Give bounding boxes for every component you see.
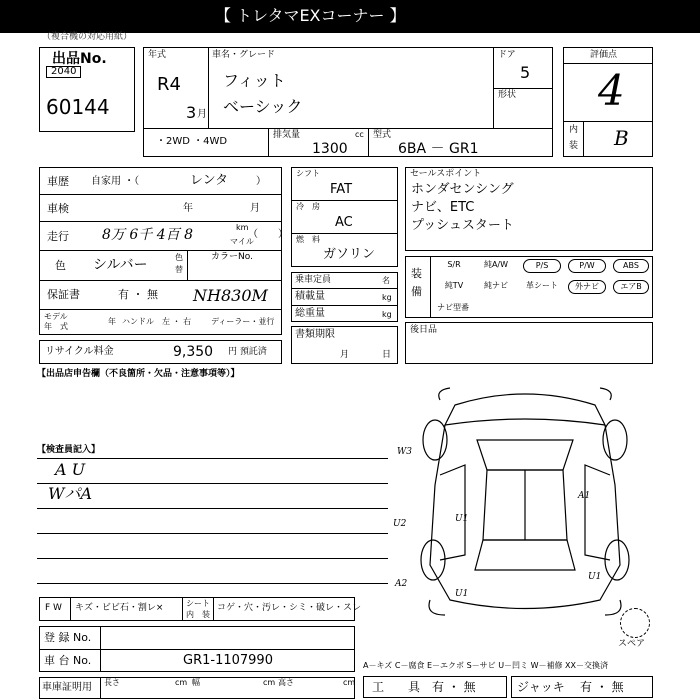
mark-u1-b: U1	[455, 589, 469, 599]
spare-label: スペア	[618, 639, 646, 649]
garage-length: 長さ	[104, 678, 120, 687]
color-change-2: 替	[175, 265, 183, 274]
chassis-value: GR1-1107990	[183, 653, 273, 668]
mileage-unit-mile: マイル	[230, 237, 254, 246]
inspection-label: 車検	[47, 202, 69, 215]
color-no: NH830M	[193, 286, 268, 305]
model-value: 6BA － GR1	[398, 141, 479, 157]
equip-aw: 純A/W	[483, 260, 509, 269]
door-label: ドア	[498, 50, 516, 60]
recycle-unit: 円 預託済	[228, 347, 267, 357]
aftermarket-label: 後日品	[410, 325, 438, 335]
garage-label: 車庫証明用	[42, 682, 92, 693]
mileage-value: 8万 6千 4百 8	[102, 227, 193, 243]
mark-w3: W3	[397, 447, 412, 457]
load-label: 積載量	[295, 291, 325, 302]
history-options: 自家用 ・（	[91, 176, 140, 187]
equip-airbag: エアB	[613, 280, 649, 294]
seller-notes-label: 【出品店申告欄（不良箇所・欠品・注意事項等）】	[37, 369, 240, 379]
model-year-handle: ハンドル 左 ・ 右	[122, 317, 192, 326]
color-no-label: カラーNo.	[211, 252, 253, 262]
car-grade: ベーシック	[223, 97, 303, 116]
sales-point-2: ナビ、ETC	[411, 200, 475, 215]
displacement-label: 排気量	[273, 130, 301, 140]
tools-label: 工 具	[372, 680, 421, 694]
gross-label: 総重量	[295, 308, 325, 319]
drive-options: ・2WD ・4WD	[156, 136, 228, 147]
model-label: 型式	[373, 130, 392, 140]
mileage-paren: （ ）	[248, 229, 288, 240]
color-label: 色	[55, 259, 66, 272]
doc-deadline-label: 書類期限	[295, 329, 335, 340]
fuel-value: ガソリン	[323, 247, 376, 262]
lot-number: 60144	[46, 95, 110, 119]
inspection-year: 年	[183, 203, 193, 214]
navi-model-label: ナビ型番	[437, 303, 469, 312]
load-unit: kg	[382, 293, 392, 302]
equip-abs: ABS	[613, 259, 649, 273]
model-year-dealer: ディーラー・並行	[211, 317, 275, 326]
aircon-value: AC	[335, 215, 353, 230]
history-label: 車歴	[47, 175, 69, 188]
equipment-label-1: 装	[411, 267, 422, 280]
mark-a1: A1	[578, 491, 591, 501]
year-month: 3	[186, 103, 197, 122]
capacity-label: 乗車定員	[295, 275, 332, 285]
lot-label: 出品No.	[52, 51, 107, 67]
capacity-unit: 名	[382, 276, 390, 285]
equipment-label-2: 備	[411, 285, 422, 298]
equip-ps: P/S	[523, 259, 561, 273]
mileage-unit-km: km	[236, 223, 249, 232]
car-label: 車名・グレード	[212, 50, 276, 60]
year-month-unit: 月	[197, 109, 207, 120]
model-year-year: 年	[108, 317, 116, 326]
garage-height-cm: cm	[343, 678, 356, 687]
garage-width-cm: cm	[263, 678, 276, 687]
seat-label-2: 内 装	[186, 610, 210, 619]
interior-value: B	[614, 126, 629, 150]
recycle-label: リサイクル料金	[45, 346, 114, 357]
equip-leather: 革シート	[526, 281, 558, 290]
doc-deadline-day: 日	[382, 350, 392, 360]
mark-u1-a: U1	[455, 514, 469, 524]
inspector-note-2: WパA	[48, 484, 93, 503]
lot-tag: 2040	[46, 66, 81, 78]
mark-a2: A2	[395, 579, 408, 589]
damage-legend: A－キズ C－腐食 E－エクボ S－サビ U－凹ミ W－補修 XX－交換済	[363, 661, 609, 670]
sales-point-1: ホンダセンシング	[411, 182, 514, 197]
fw-label: F W	[45, 603, 62, 613]
year-era: R4	[157, 74, 181, 95]
shift-label: シフト	[296, 169, 320, 178]
model-year-label-2: 年 式	[44, 322, 68, 331]
header-title: 【 トレタマEXコーナー 】	[215, 6, 406, 25]
interior-label-1: 内	[569, 125, 579, 135]
warranty-options: 有 ・ 無	[118, 288, 158, 301]
inspector-note-1: A U	[55, 460, 86, 479]
inspector-label: 【検査員記入】	[37, 445, 101, 455]
garage-length-cm: cm	[175, 678, 188, 687]
score-value: 4	[598, 66, 625, 115]
top-cut-text: （複合機の対応用紙）	[42, 32, 133, 42]
year-label: 年式	[148, 50, 167, 60]
equip-navi: 純ナビ	[484, 281, 508, 290]
history-close: ）	[256, 176, 266, 187]
equip-sr: S/R	[447, 260, 461, 269]
shape-label: 形状	[498, 90, 517, 100]
displacement-value: 1300	[312, 141, 348, 157]
fuel-label: 燃 料	[296, 235, 320, 244]
equip-ext-navi: 外ナビ	[568, 280, 606, 294]
sales-point-3: プッシュスタート	[411, 218, 514, 233]
doc-deadline-month: 月	[340, 350, 350, 360]
sales-points-label: セールスポイント	[410, 169, 482, 179]
fw-text: キズ・ビビ石・割レ×	[75, 603, 164, 613]
door-value: 5	[520, 63, 531, 82]
registration-label: 登 録 No.	[44, 631, 92, 644]
warranty-label: 保証書	[47, 288, 80, 301]
inspection-month: 月	[250, 203, 260, 214]
garage-width: 幅	[192, 678, 200, 687]
garage-height: 高さ	[278, 678, 294, 687]
color-value: シルバー	[93, 257, 148, 273]
aftermarket-box	[405, 322, 653, 364]
model-year-label-1: モデル	[44, 312, 68, 321]
aircon-label: 冷 房	[296, 202, 320, 211]
mark-u1-c: U1	[588, 572, 602, 582]
recycle-value: 9,350	[173, 344, 214, 360]
color-change-1: 色	[175, 253, 183, 262]
mark-u2: U2	[393, 519, 407, 529]
tools-options: 有 ・ 無	[432, 680, 476, 694]
history-value: レンタ	[190, 173, 229, 188]
gross-unit: kg	[382, 310, 392, 319]
equip-tv: 純TV	[444, 281, 464, 290]
car-diagram	[395, 385, 655, 625]
shift-value: FAT	[330, 182, 353, 197]
jack-options: 有 ・ 無	[580, 680, 624, 694]
mileage-label: 走行	[47, 230, 69, 243]
equip-pw: P/W	[568, 259, 606, 273]
chassis-label: 車 台 No.	[44, 654, 92, 667]
seat-text: コゲ・穴・汚レ・シミ・破レ・スレ	[217, 603, 362, 613]
score-label: 評価点	[590, 50, 618, 60]
seat-label-1: シート	[186, 599, 210, 608]
spare-icon	[620, 608, 650, 638]
interior-label-2: 装	[569, 141, 579, 151]
car-name: フィット	[223, 71, 286, 90]
displacement-unit: cc	[355, 130, 364, 139]
jack-label: ジャッキ	[517, 680, 565, 694]
